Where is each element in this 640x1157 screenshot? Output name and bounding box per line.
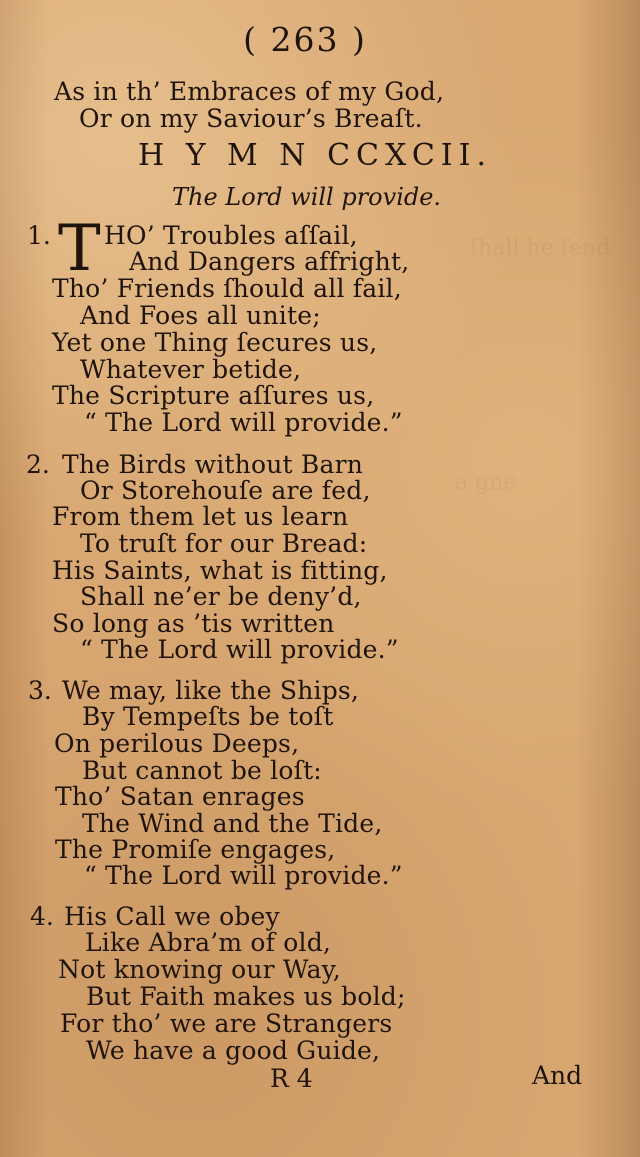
verse-1-line-8: “ The Lord will provide.” (84, 408, 403, 437)
verse-1-line-4: And Foes all unite; (80, 301, 321, 330)
hymn-subtitle: The Lord will provide. (172, 183, 442, 211)
verse-1-line-3: Tho’ Friends ſhould all fail, (52, 274, 402, 303)
verse-1-line-2: And Dangers affright, (129, 247, 410, 276)
signature-mark: R 4 (270, 1064, 313, 1093)
verse-3-line-8: “ The Lord will provide.” (84, 861, 403, 890)
verse-3-line-4: But cannot be loſt: (82, 756, 322, 785)
verse-2-line-3: From them let us learn (52, 502, 349, 531)
verse-4-line-3: Not knowing our Way, (58, 955, 341, 984)
catchword: And (532, 1061, 583, 1090)
verse-4-line-5: For tho’ we are Strangers (60, 1009, 393, 1038)
verse-3-line-6: The Wind and the Tide, (82, 809, 383, 838)
verse-1-line-1: HO’ Troubles aſſail, (104, 221, 358, 250)
verse-4-line-4: But Faith makes us bold; (86, 982, 406, 1011)
verse-2-line-2: Or Storehouſe are fed, (80, 476, 371, 505)
verse-1-line-5: Yet one Thing ſecures us, (52, 328, 378, 357)
verse-number-3: 3. (28, 676, 52, 705)
intro-line-1: As in th’ Embraces of my God, (54, 77, 445, 106)
verse-3-line-5: Tho’ Satan enrages (55, 782, 305, 811)
hymn-title: H Y M N CCXCII. (138, 138, 493, 173)
verse-number-1: 1. (27, 221, 51, 250)
verse-2-line-1: The Birds without Barn (62, 450, 364, 479)
show-through-text: a gne (455, 470, 517, 495)
verse-1-line-6: Whatever betide, (80, 355, 302, 384)
verse-4-line-2: Like Abra’m of old, (85, 928, 332, 957)
verse-3-line-1: We may, like the Ships, (62, 676, 360, 705)
verse-2-line-5: His Saints, what is fitting, (52, 556, 388, 585)
verse-number-2: 2. (26, 450, 50, 479)
verse-2-line-7: So long as ’tis written (52, 609, 335, 638)
intro-line-2: Or on my Saviour’s Breaſt. (79, 104, 423, 133)
verse-number-4: 4. (30, 902, 54, 931)
verse-3-line-3: On perilous Deeps, (54, 729, 300, 758)
verse-3-line-7: The Promiſe engages, (55, 835, 336, 864)
verse-1-line-7: The Scripture aſſures us, (52, 381, 375, 410)
verse-2-line-4: To truſt for our Bread: (80, 529, 368, 558)
verse-4-line-1: His Call we obey (64, 902, 280, 931)
drop-cap: T (58, 212, 101, 286)
page-number: ( 263 ) (243, 20, 367, 59)
verse-4-line-6: We have a good Guide, (86, 1036, 381, 1065)
verse-3-line-2: By Tempeſts be toſt (82, 702, 334, 731)
verse-2-line-8: “ The Lord will provide.” (80, 635, 399, 664)
verse-2-line-6: Shall ne’er be deny’d, (80, 582, 362, 611)
show-through-text: ſhall he ſend (470, 236, 611, 261)
